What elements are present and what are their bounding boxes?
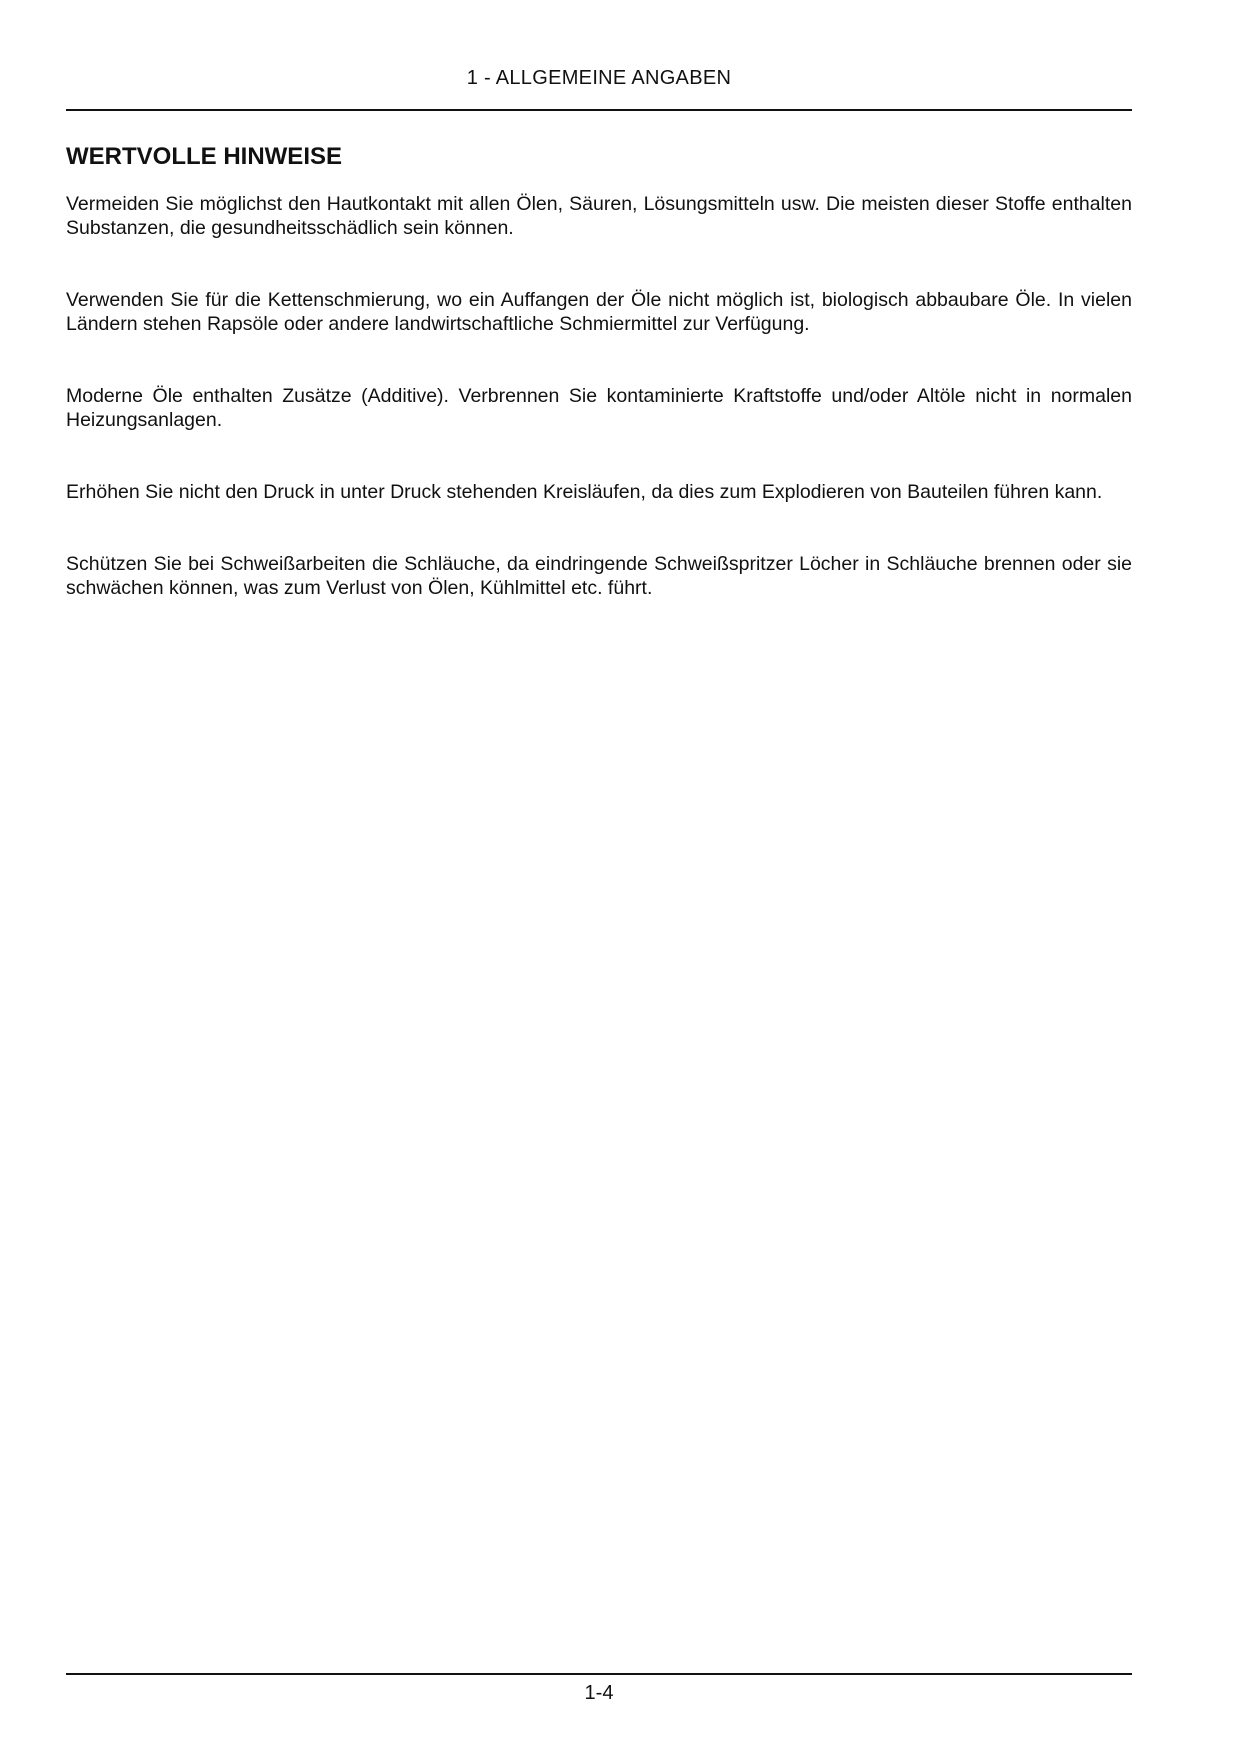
paragraph-pressure-circuits: Erhöhen Sie nicht den Druck in unter Druck stehenden Kreisläufen, da dies zum Explodieren von Bauteilen führen kann. xyxy=(66,481,1103,503)
footer-divider xyxy=(66,1673,1132,1675)
page-number: 1-4 xyxy=(584,1682,614,1704)
section-heading: WERTVOLLE HINWEISE xyxy=(66,143,342,170)
chapter-header: 1 - ALLGEMEINE ANGABEN xyxy=(466,67,732,89)
page-content xyxy=(66,142,1132,648)
paragraph-chain-lubrication: Verwenden Sie für die Kettenschmierung, wo ein Auffangen der Öle nicht möglich ist, biologisch abbaubare Öle. In vielen Ländern stehen Rapsöle oder andere landwirtschaftliche Schmiermittel zur Verfügung. xyxy=(66,289,1132,335)
paragraph-skin-contact: Vermeiden Sie möglichst den Hautkontakt mit allen Ölen, Säuren, Lösungsmitteln usw. Die meisten dieser Stoffe enthalten Substanzen, die gesundheitsschädlich sein können. xyxy=(66,193,1132,239)
header-divider xyxy=(66,109,1132,111)
paragraph-welding-hoses: Schützen Sie bei Schweißarbeiten die Schläuche, da eindringende Schweißspritzer Löcher in Schläuche brennen oder sie schwächen können, was zum Verlust von Ölen, Kühlmittel etc. führt. xyxy=(66,553,1132,599)
paragraph-modern-oils: Moderne Öle enthalten Zusätze (Additive). Verbrennen Sie kontaminierte Kraftstoffe und/oder Altöle nicht in normalen Heizungsanlagen. xyxy=(66,385,1132,431)
